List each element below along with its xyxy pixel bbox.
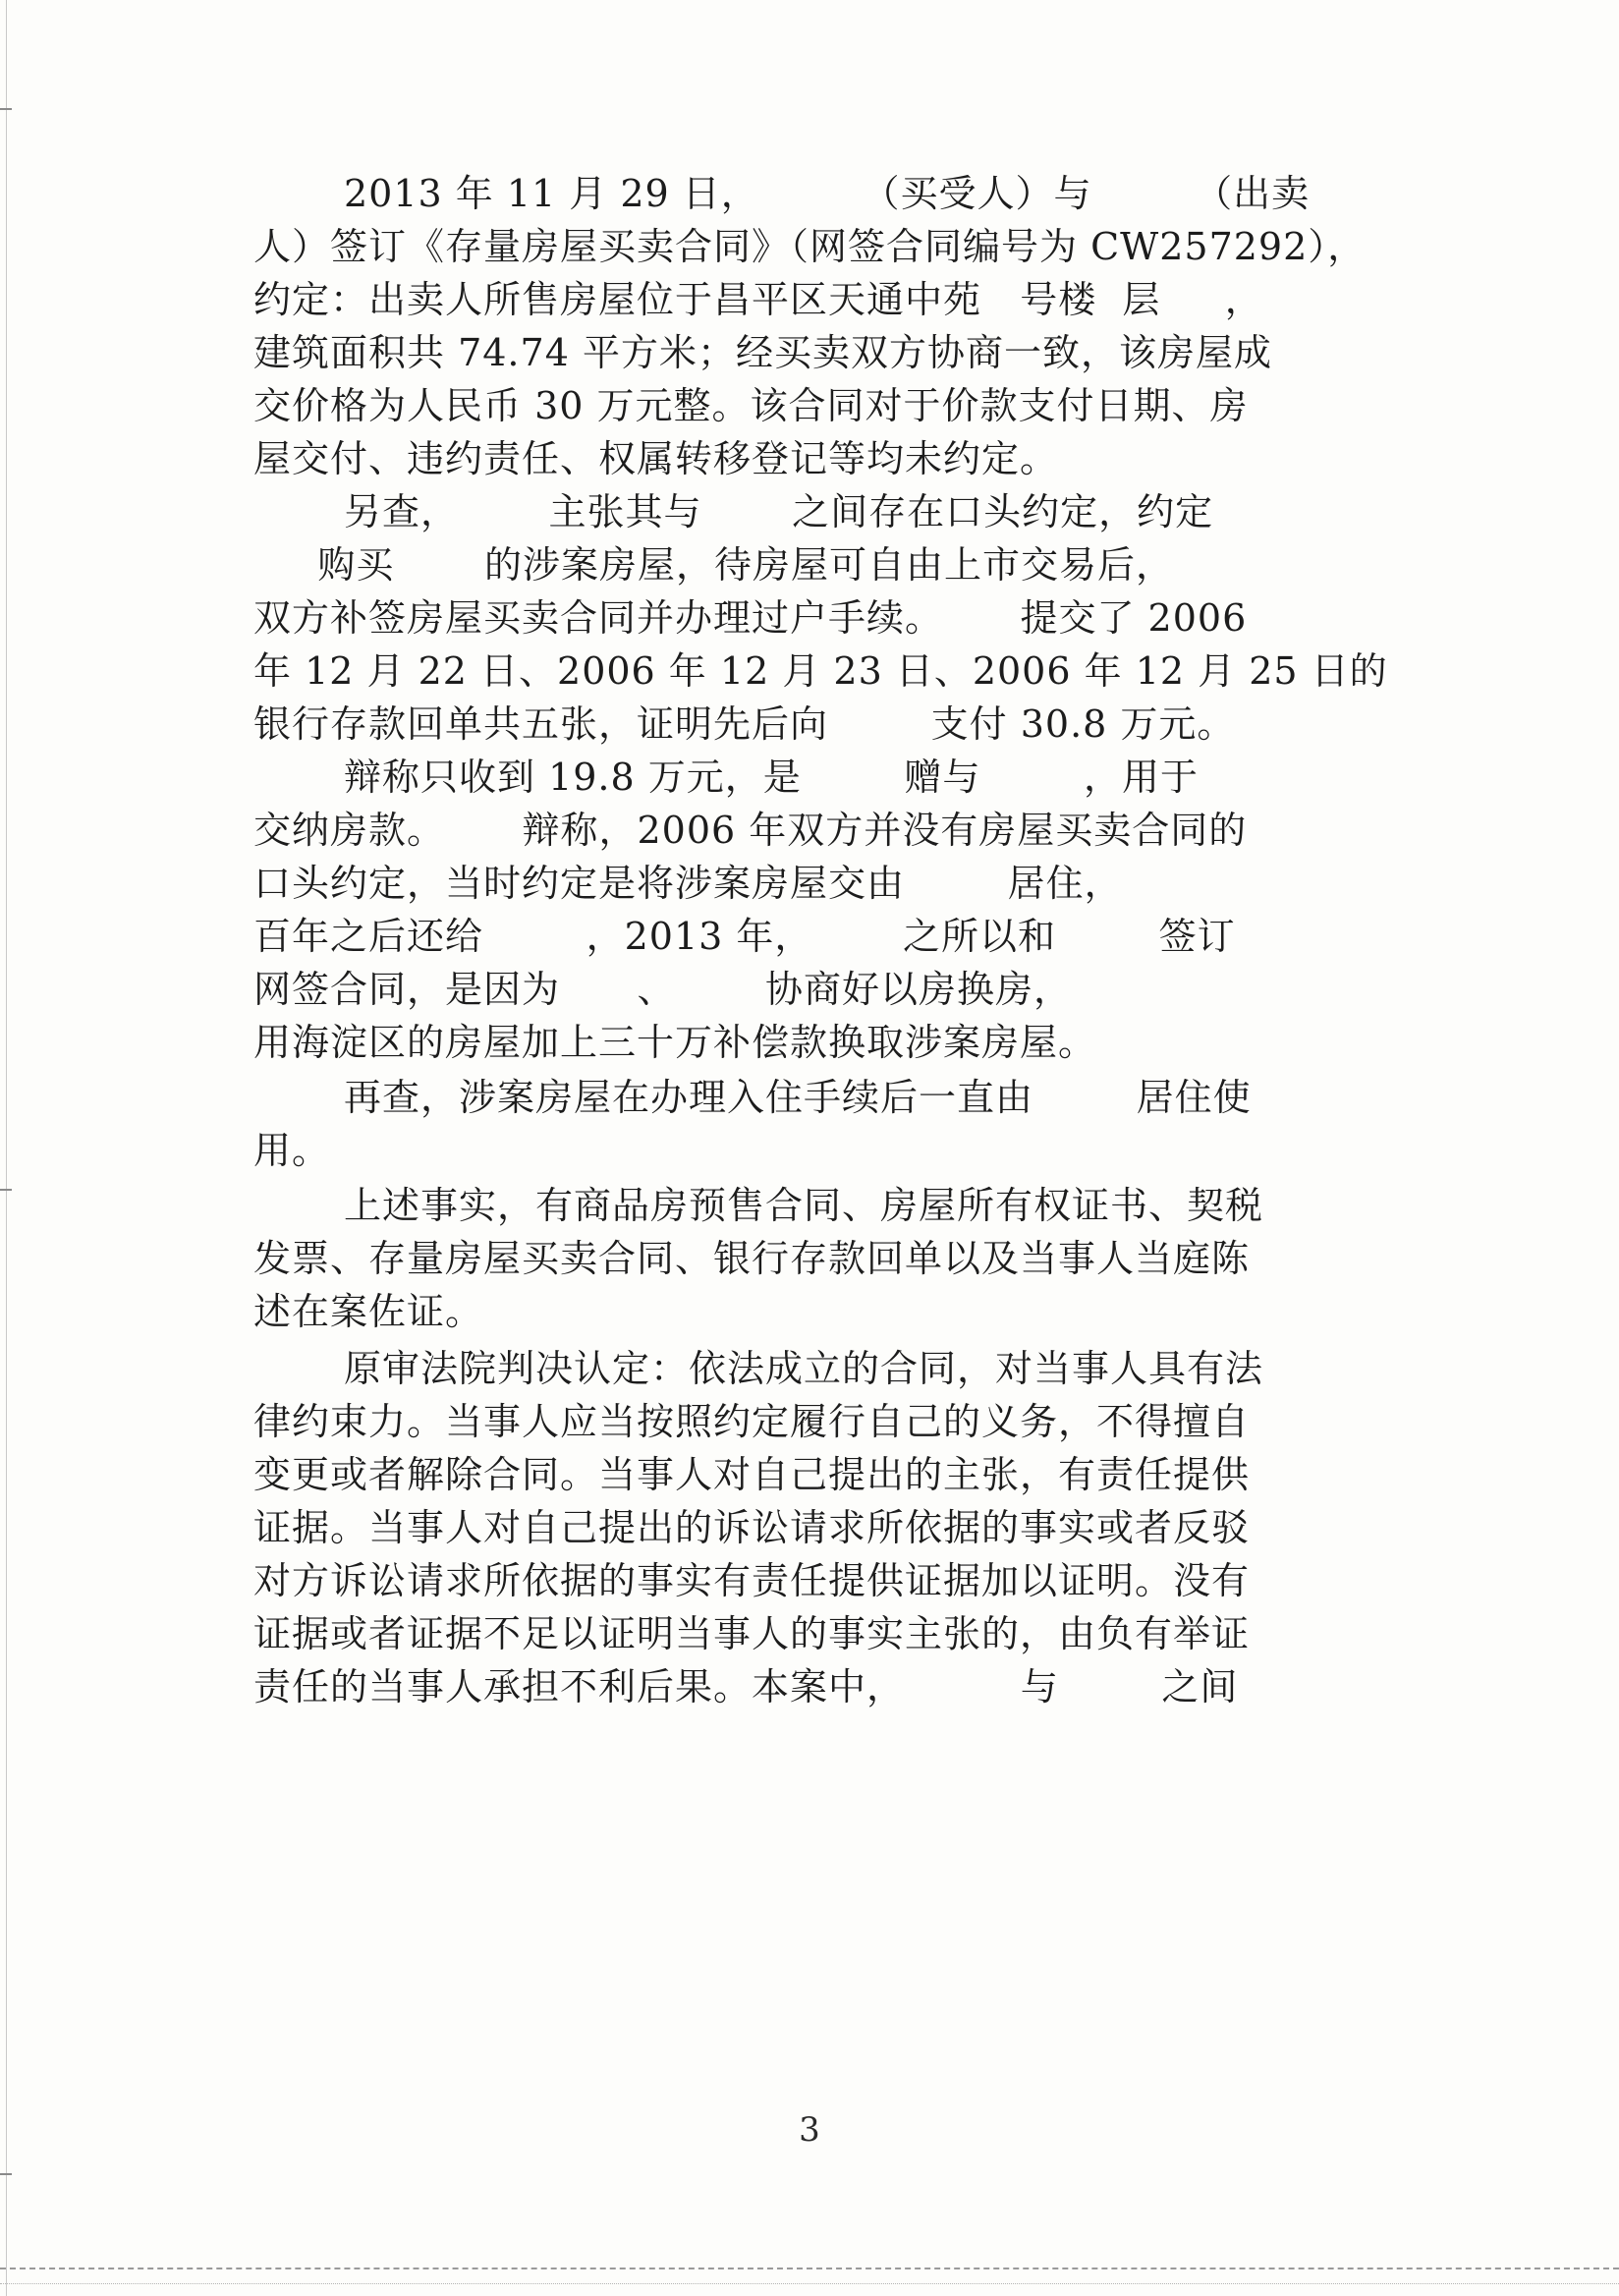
text-line: 原审法院判决认定：依法成立的合同，对当事人具有法 <box>344 1347 1264 1390</box>
text-line: 百年之后还给 ，2013 年， 之所以和 签订 <box>253 915 1236 958</box>
text-line: 证据。当事人对自己提出的诉讼请求所依据的事实或者反驳 <box>253 1506 1251 1549</box>
text-line: 双方补签房屋买卖合同并办理过户手续。 提交了 2006 <box>253 596 1248 640</box>
scan-mark <box>0 2173 12 2175</box>
scan-edge-bottom <box>0 2283 1619 2284</box>
text-line: 银行存款回单共五张，证明先后向 支付 30.8 万元。 <box>253 702 1236 746</box>
text-line: 述在案佐证。 <box>253 1290 484 1333</box>
text-line: 约定：出卖人所售房屋位于昌平区天通中苑 号楼 层 ， <box>253 278 1263 321</box>
scan-edge-bottom <box>0 2268 1619 2269</box>
text-line: 再查，涉案房屋在办理入住手续后一直由 居住使 <box>344 1076 1252 1119</box>
text-line: 用。 <box>253 1129 331 1172</box>
text-line: 年 12 月 22 日、2006 年 12 月 23 日、2006 年 12 月 25 日的 <box>253 649 1388 693</box>
text-line: 交价格为人民币 30 万元整。该合同对于价款支付日期、房 <box>253 384 1249 427</box>
scan-mark <box>0 108 12 110</box>
text-line: 用海淀区的房屋加上三十万补偿款换取涉案房屋。 <box>253 1021 1097 1064</box>
text-line: 辩称只收到 19.8 万元，是 赠与 ，用于 <box>344 756 1200 799</box>
text-line: 人）签订《存量房屋买卖合同》（网签合同编号为 CW257292）， <box>253 225 1367 268</box>
text-line: 网签合同，是因为 、 协商好以房换房， <box>253 968 1073 1011</box>
text-line: 上述事实，有商品房预售合同、房屋所有权证书、契税 <box>344 1184 1264 1227</box>
text-line: 律约束力。当事人应当按照约定履行自己的义务，不得擅自 <box>253 1400 1251 1443</box>
text-line: 另查， 主张其与 之间存在口头约定，约定 <box>344 490 1214 533</box>
text-line: 变更或者解除合同。当事人对自己提出的主张，有责任提供 <box>253 1453 1251 1496</box>
scan-mark <box>0 1189 12 1191</box>
text-line: 屋交付、违约责任、权属转移登记等均未约定。 <box>253 437 1059 480</box>
text-line: 口头约定，当时约定是将涉案房屋交由 居住， <box>253 862 1123 905</box>
scan-edge-left <box>6 0 7 2296</box>
text-line: 购买 的涉案房屋，待房屋可自由上市交易后， <box>253 543 1174 587</box>
text-line: 证据或者证据不足以证明当事人的事实主张的，由负有举证 <box>253 1612 1251 1655</box>
text-line: 责任的当事人承担不利后果。本案中， 与 之间 <box>253 1665 1239 1708</box>
text-line: 对方诉讼请求所依据的事实有责任提供证据加以证明。没有 <box>253 1559 1251 1602</box>
text-line: 2013 年 11 月 29 日， （买受人）与 （出卖 <box>344 172 1311 215</box>
text-line: 发票、存量房屋买卖合同、银行存款回单以及当事人当庭陈 <box>253 1237 1251 1280</box>
text-line: 交纳房款。 辩称，2006 年双方并没有房屋买卖合同的 <box>253 809 1248 852</box>
page-number: 3 <box>799 2110 820 2150</box>
text-line: 建筑面积共 74.74 平方米；经买卖双方协商一致，该房屋成 <box>253 331 1272 374</box>
